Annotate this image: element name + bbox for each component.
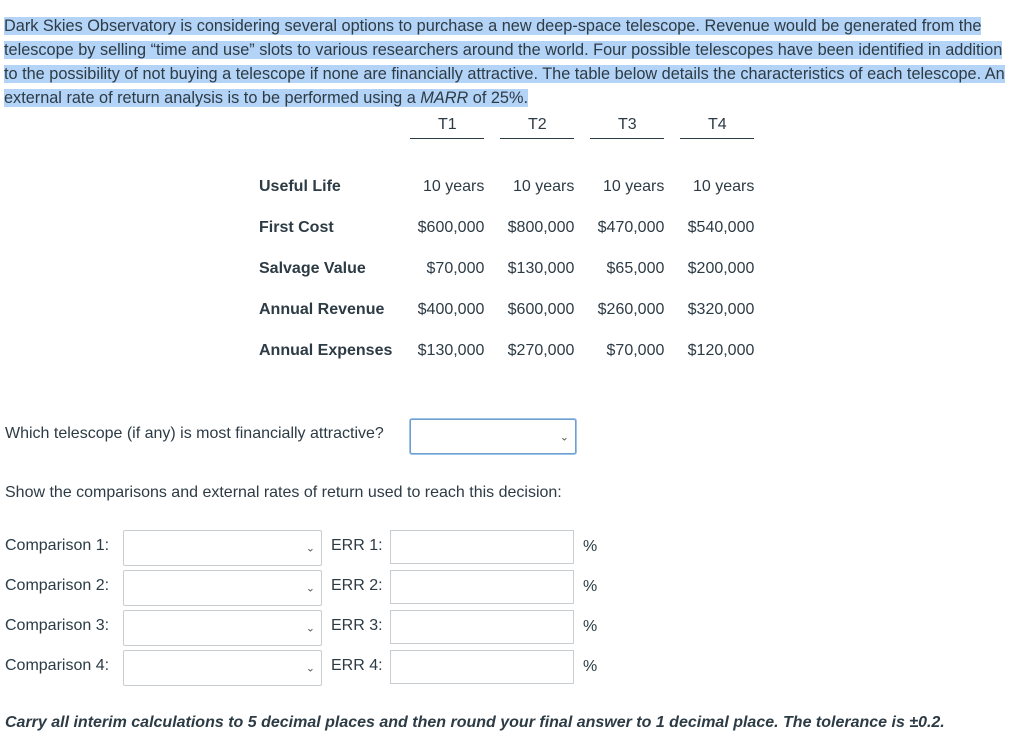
question-most-attractive: Which telescope (if any) is most financially attractive? <box>5 425 384 442</box>
question-comparisons: Show the comparisons and external rates of return used to reach this decision: <box>5 484 562 501</box>
table-row <box>251 331 754 372</box>
cell: $120,000 <box>687 342 755 359</box>
cell: $260,000 <box>597 301 665 318</box>
cell: $65,000 <box>606 260 665 277</box>
chevron-down-icon: ⌄ <box>305 581 315 595</box>
err-4-label: ERR 4: <box>331 657 383 674</box>
row-label: Salvage Value <box>259 260 366 277</box>
header-t1: T1 <box>410 116 484 139</box>
table-header-row <box>251 116 754 139</box>
cell: $470,000 <box>597 219 665 236</box>
cell: $70,000 <box>426 260 485 277</box>
cell: $130,000 <box>507 260 575 277</box>
row-label: Annual Revenue <box>259 301 385 318</box>
cell: $70,000 <box>606 342 665 359</box>
cell: $270,000 <box>507 342 575 359</box>
comparison-2-select[interactable] <box>123 570 322 606</box>
cell: 10 years <box>513 178 575 195</box>
row-label: Annual Expenses <box>259 342 393 359</box>
header-t2: T2 <box>500 116 574 139</box>
err-1-unit: % <box>583 538 598 555</box>
err-2-label: ERR 2: <box>331 577 383 594</box>
rounding-note: Carry all interim calculations to 5 decimal places and then round your final answer to 1 decimal place. The tolerance is ±0.2. <box>5 714 945 731</box>
header-t4: T4 <box>680 116 754 139</box>
chevron-down-icon: ⌄ <box>305 661 315 675</box>
comparison-3-label: Comparison 3: <box>5 617 110 634</box>
cell: $800,000 <box>507 219 575 236</box>
cell: $130,000 <box>417 342 485 359</box>
comparison-4-select[interactable] <box>123 650 322 686</box>
table-row <box>251 167 754 208</box>
chevron-down-icon: ⌄ <box>559 430 569 443</box>
table-row <box>251 208 754 249</box>
cell: 10 years <box>603 178 665 195</box>
telescope-table <box>251 116 754 372</box>
cell: 10 years <box>423 178 485 195</box>
statement-text: Dark Skies Observatory is considering several options to purchase a new deep-space telescope. Revenue would be generated from the telescope by selling “time and use” slots to various researchers around the world. Four possible telescopes have been identified in addition to the possibility of not buying a telescope if none are financially attractive. The table below details the characteristics of each telescope. An external rate of return analysis is to be performed using a <box>4 17 1005 107</box>
err-2-unit: % <box>583 578 598 595</box>
problem-statement <box>4 14 1018 110</box>
table-row <box>251 290 754 331</box>
cell: $200,000 <box>687 260 755 277</box>
comparison-4-label: Comparison 4: <box>5 657 110 674</box>
cell: $400,000 <box>417 301 485 318</box>
err-2-input[interactable] <box>390 570 574 604</box>
header-t3: T3 <box>590 116 664 139</box>
row-label: Useful Life <box>259 178 341 195</box>
err-1-label: ERR 1: <box>331 537 383 554</box>
err-4-input[interactable] <box>390 650 574 684</box>
table-row <box>251 249 754 290</box>
statement-tail: of 25%. <box>468 89 528 107</box>
comparison-2-label: Comparison 2: <box>5 577 110 594</box>
cell: $600,000 <box>507 301 575 318</box>
cell: $320,000 <box>687 301 755 318</box>
comparison-3-select[interactable] <box>123 610 322 646</box>
comparison-1-label: Comparison 1: <box>5 537 110 554</box>
err-3-unit: % <box>583 618 598 635</box>
err-1-input[interactable] <box>390 530 574 564</box>
err-4-unit: % <box>583 658 598 675</box>
err-3-label: ERR 3: <box>331 617 383 634</box>
telescope-select[interactable] <box>410 419 576 454</box>
cell: $540,000 <box>687 219 755 236</box>
row-label: First Cost <box>259 219 334 236</box>
chevron-down-icon: ⌄ <box>305 541 315 555</box>
cell: $600,000 <box>417 219 485 236</box>
marr-term: MARR <box>420 89 469 107</box>
comparison-1-select[interactable] <box>123 530 322 566</box>
err-3-input[interactable] <box>390 610 574 644</box>
chevron-down-icon: ⌄ <box>305 621 315 635</box>
cell: 10 years <box>693 178 755 195</box>
